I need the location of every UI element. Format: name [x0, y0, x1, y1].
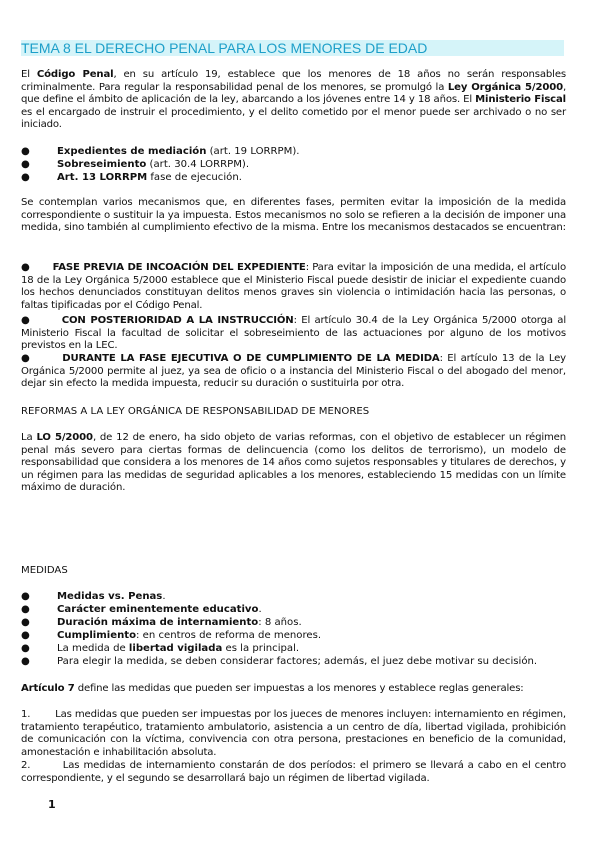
bullet-icon: ● [21, 315, 31, 326]
phase-item: ● CON POSTERIORIDAD A LA INSTRUCCIÓN: El artículo 30.4 de la Ley Orgánica 5/2000 otorga al Ministerio Fiscal la facultad de solicitar el sobreseimiento de las actuaciones por alguno de los motivos previstos en la LEC. [21, 315, 566, 352]
phase-item: ● FASE PREVIA DE INCOACIÓN DEL EXPEDIENTE: Para evitar la imposición de una medida, el artículo 18 de la Ley Orgánica 5/2000 establece que el Ministerio Fiscal puede desistir de iniciar el expediente cuando los hechos denunciados constituyan delitos menos graves sin violencia o intimidación hacia las personas, o faltas tipificadas por el Código Penal. [21, 262, 566, 311]
section-heading-medidas: MEDIDAS [21, 565, 68, 576]
bullet-icon: ● [21, 159, 30, 170]
intro-paragraph: El Código Penal, en su artículo 19, establece que los menores de 18 años no serán responsables criminalmente. Para regular la responsabilidad penal de los menores, se promulgó la Ley Orgánica 5/2000, que define el ámbito de aplicación de la ley, abarcando a los jóvenes entre 14 y 18 años. El Ministerio Fiscal es el encargado de instruir el procedimiento, y el delito cometido por el menor puede ser archivado o no ser iniciado. [21, 69, 567, 131]
numbered-item: 1. Las medidas que pueden ser impuestas por los jueces de menores incluyen: internamiento en régimen, tratamiento terapéutico, tratamiento ambulatorio, asistencia a un centro de día, libertad vigilada, prohibición de comunicación con la víctima, convivencia con otra persona, prestaciones en beneficio de la comunidad, amonestación e inhabilitación absoluta. [21, 709, 566, 758]
bullet-icon: ● [21, 656, 30, 667]
page-number: 1 [48, 798, 56, 811]
mechanisms-paragraph: Se contemplan varios mecanismos que, en diferentes fases, permiten evitar la imposición de la medida correspondiente o sustituir la ya impuesta. Estos mecanismos no solo se refieren a la decisión de imponer una medida, sino también al cumplimiento efectivo de la misma. Entre los mecanismos destacados se encuentran: [21, 197, 566, 234]
bullet-icon: ● [21, 643, 30, 654]
page-title: TEMA 8 EL DERECHO PENAL PARA LOS MENORES DE EDAD [21, 40, 564, 56]
bullet-icon: ● [21, 353, 32, 364]
document-page: TEMA 8 EL DERECHO PENAL PARA LOS MENORES DE EDAD El Código Penal, en su artículo 19, establece que los menores de 18 años no serán responsables criminalmente. Para regular la responsabilidad penal de los menores, se promulgó la Ley Orgánica 5/2000, que define el ámbito de aplicación de la ley, abarcando a los jóvenes entre 14 y 18 años. El Ministerio Fiscal es el encargado de instruir el procedimiento, y el delito cometido por el menor puede ser archivado o no ser iniciado. ● Expedientes de mediación (art. 19 LORRPM). ● Sobreseimiento (art. 30.4 LORRPM). ● Art. 13 LORRPM fase de ejecución. Se contemplan varios mecanismos que, en diferentes fases, permiten evitar la imposición de la medida correspondiente o sustituir la ya impuesta. Estos mecanismos no solo se refieren a la decisión de imponer una medida, sino también al cumplimiento efectivo de la misma. Entre los mecanismos destacados se encuentran: ● FASE PREVIA DE INCOACIÓN DEL EXPEDIENTE: Para evitar la imposición de una medida, el artículo 18 de la Ley Orgánica 5/2000 establece que el Ministerio Fiscal puede desistir de iniciar el expediente cuando los hechos denunciados constituyan delitos menos graves sin violencia o intimidación hacia las personas, o faltas tipificadas por el Código Penal. ● CON POSTERIORIDAD A LA INSTRUCCIÓN: El artículo 30.4 de la Ley Orgánica 5/2000 otorga al Ministerio Fiscal la facultad de solicitar el sobreseimiento de las actuaciones por alguno de los motivos previstos en la LEC. ● DURANTE LA FASE EJECUTIVA O DE CUMPLIMIENTO DE LA MEDIDA: El artículo 13 de la Ley Orgánica 5/2000 permite al juez, ya sea de oficio o a instancia del Ministerio Fiscal o del abogado del menor, dejar sin efecto la medida impuesta, reducir su duración o sustituirla por otra. REFORMAS A LA LEY ORGÁNICA DE RESPONSABILIDAD DE MENORES La LO 5/2000, de 12 de enero, ha sido objeto de varias reformas, con el objetivo de establecer un régimen penal más severo para ciertas formas de delincuencia (como los delitos de terrorismo), un modelo de responsabilidad que considera a los menores de 14 años como sujetos responsables y titulares de derechos, y un régimen para las medidas de seguridad aplicables a los menores, estableciendo 15 medidas con un límite máximo de duración. MEDIDAS ● Medidas vs. Penas. ● Carácter eminentemente educativo. ● Duración máxima de internamiento: 8 años. ● Cumplimiento: en centros de reforma de menores. ● La medida de libertad vigilada es la principal. ● Para elegir la medida, se deben considerar factores; además, el juez debe motivar su decisión. Artículo 7 define las medidas que pueden ser impuestas a los menores y establece reglas generales: 1. Las medidas que pueden ser impuestas por los jueces de menores incluyen: internamiento en régimen, tratamiento terapéutico, tratamiento ambulatorio, asistencia a un centro de día, libertad vigilada, prohibición de comunicación con la víctima, convivencia con otra persona, prestaciones en beneficio de la comunidad, amonestación e inhabilitación absoluta. 2. Las medidas de internamiento constarán de dos períodos: el primero se llevará a cabo en el centro correspondiente, y el segundo se desarrollará bajo un régimen de libertad vigilada. 1 [21, 40, 567, 811]
section-heading-reformas: REFORMAS A LA LEY ORGÁNICA DE RESPONSABILIDAD DE MENORES [21, 406, 370, 417]
bullet-icon: ● [21, 630, 30, 641]
bullet-icon: ● [21, 617, 30, 628]
reformas-paragraph: La LO 5/2000, de 12 de enero, ha sido objeto de varias reformas, con el objetivo de establecer un régimen penal más severo para ciertas formas de delincuencia (como los delitos de terrorismo), un modelo de responsabilidad que considera a los menores de 14 años como sujetos responsables y titulares de derechos, y un régimen para las medidas de seguridad aplicables a los menores, estableciendo 15 medidas con un límite máximo de duración. [21, 432, 566, 494]
articulo-7-paragraph: Artículo 7 define las medidas que pueden ser impuestas a los menores y establece reglas generales: [21, 683, 524, 694]
bullet-icon: ● [21, 262, 30, 273]
bullet-icon: ● [21, 172, 30, 183]
bullet-icon: ● [21, 146, 30, 157]
numbered-item: 2. Las medidas de internamiento constarán de dos períodos: el primero se llevará a cabo en el centro correspondiente, y el segundo se desarrollará bajo un régimen de libertad vigilada. [21, 760, 566, 784]
bullet-icon: ● [21, 591, 30, 602]
bullet-icon: ● [21, 604, 30, 615]
phase-item: ● DURANTE LA FASE EJECUTIVA O DE CUMPLIMIENTO DE LA MEDIDA: El artículo 13 de la Ley Orgánica 5/2000 permite al juez, ya sea de oficio o a instancia del Ministerio Fiscal o del abogado del menor, dejar sin efecto la medida impuesta, reducir su duración o sustituirla por otra. [21, 353, 567, 390]
